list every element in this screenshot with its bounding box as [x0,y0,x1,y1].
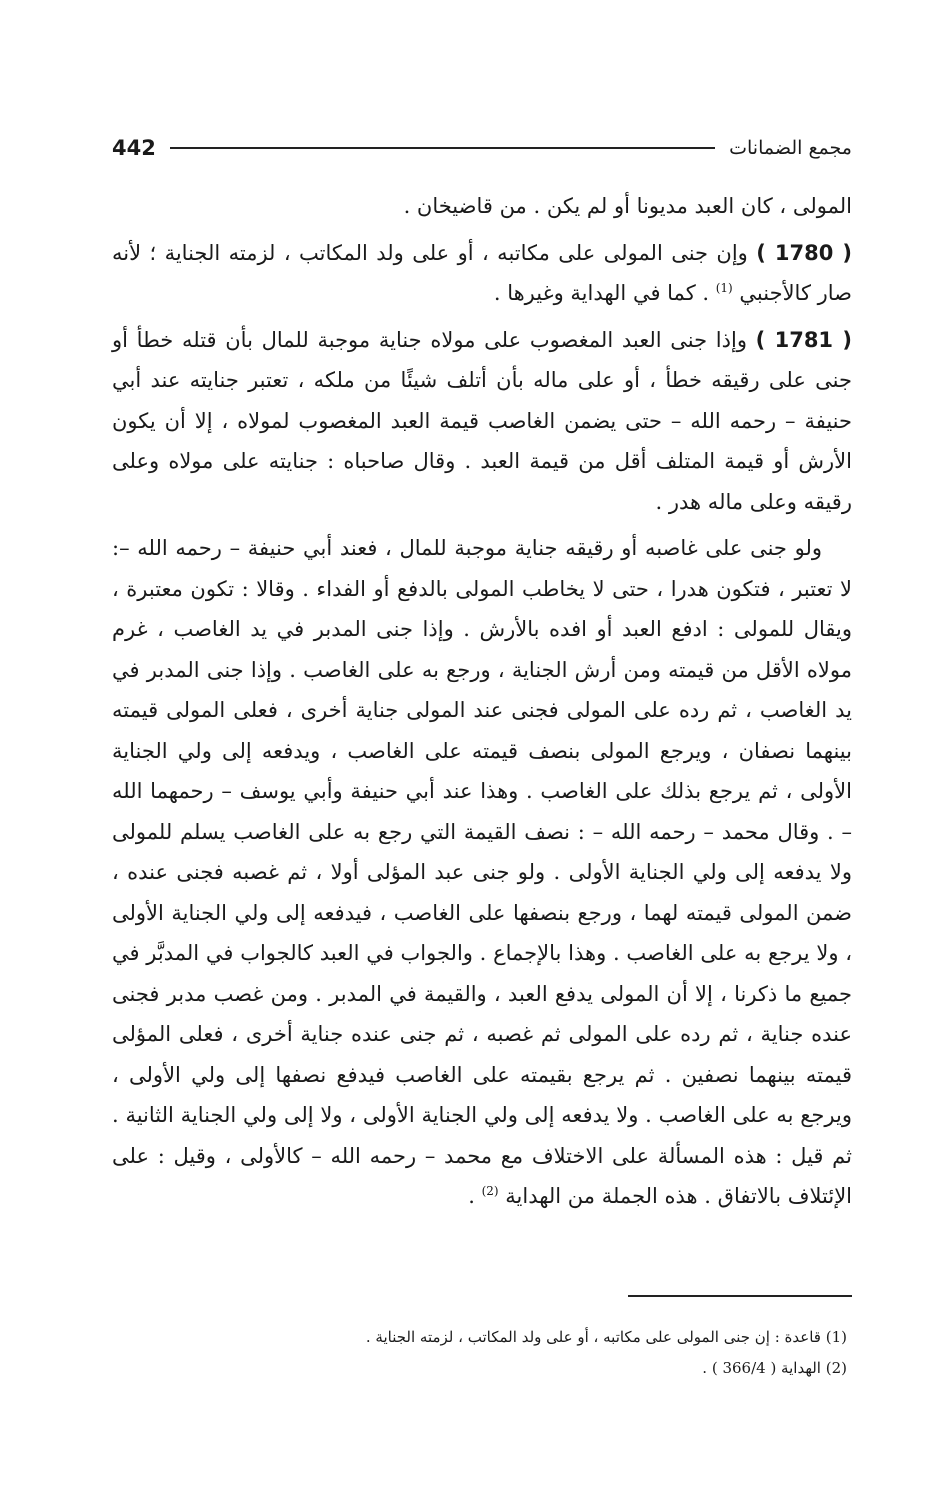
paragraph-text: المولى ، كان العبد مديونا أو لم يكن . من قاضيخان . [403,194,852,218]
page-header [112,128,852,168]
issue-number: ( 1780 ) [756,240,852,265]
running-title: مجمع الضمانات [729,137,852,159]
paragraph-text: . [468,1184,482,1208]
paragraph-text: ولو جنى على غاصبه أو رقيقه جناية موجبة للمال ، فعند أبي حنيفة – رحمه الله –: لا تعتبر ، فتكون هدرا ، حتى لا يخاطب المولى بالدفع أو الفداء . وقالا : تكون معتبرة ، ويقال للمولى : ادفع العبد أو افده بالأرش . وإذا جنى المدبر في يد الغاصب ، غرم مولاه الأقل من قيمته ومن أرش الجناية ، ورجع به على الغاصب . وإذا جنى المدبر في يد الغاصب ، ثم رده على المولى فجنى عند المولى جناية أخرى ، فعلى المولى قيمته بينهما نصفان ، ويرجع المولى بنصف قيمته على الغاصب ، ويدفعه إلى ولي الجناية الأولى ، ثم يرجع بذلك على الغاصب . وهذا عند أبي حنيفة وأبي يوسف – رحمهما الله – . وقال محمد – رحمه الله – : نصف القيمة التي رجع به على الغاصب يسلم للمولى ولا يدفعه إلى ولي الجناية الأولى . ولو جنى عبد المؤلى أولا ، ثم غصبه فجنى عنده ، ضمن المولى قيمته لهما ، ورجع بنصفها على الغاصب ، فيدفعه إلى ولي الجناية الأولى ، ولا يرجع به على الغاصب . وهذا بالإجماع . والجواب في العبد كالجواب في المدبَّر في جميع ما ذكرنا ، إلا أن المولى يدفع العبد ، والقيمة في المدبر . ومن غصب مدبر فجنى عنده جناية ، ثم رده على المولى ثم غصبه ، ثم جنى عنده جناية أخرى ، فعلى المؤلى قيمته بينهما نصفين . ثم يرجع بقيمته على الغاصب فيدفع نصفها إلى ولي الأولى ، ويرجع به على الغاصب . ولا يدفعه إلى ولي الجناية الأولى ، ولا إلى ولي الجناية الثانية . ثم قيل : هذه المسألة على الاختلاف مع محمد – رحمه الله – كالأولى ، وقيل : على الإئتلاف بالاتفاق . هذه الجملة من الهداية [112,536,852,1208]
footnote-separator [628,1295,852,1297]
paragraph-issue-1780 [112,233,852,314]
footnotes [112,1322,847,1384]
paragraph-text: وإذا جنى العبد المغصوب على مولاه جناية موجبة للمال بأن قتله خطأ أو جنى على رقيقه خطأ ، أو على ماله بأن أتلف شيئًا من ملكه ، تعتبر جنايته عند أبي حنيفة – رحمه الله – حتى يضمن الغاصب قيمة العبد المغصوب لمولاه ، إلا أن يكون الأرش أو قيمة المتلف أقل من قيمة العبد . وقال صاحباه : جنايته على مولاه وعلى رقيقه وعلى ماله هدر . [112,327,852,514]
paragraph-issue-1781 [112,320,852,523]
paragraph-continuation [112,186,852,227]
paragraph-text: وإن جنى المولى على مكاتبه ، أو على ولد المكاتب ، لزمته الجناية ؛ لأنه صار كالأجنبي [112,240,852,305]
footnote-2: (2) الهداية ( 366/4 ) . [702,1359,847,1377]
footnote-1: (1) قاعدة : إن جنى المولى على مكاتبه ، أو على ولد المكاتب ، لزمته الجناية . [365,1328,847,1346]
main-text [112,186,852,1223]
issue-number: ( 1781 ) [755,327,852,352]
paragraph-body [112,528,852,1217]
footnote-ref[interactable]: (1) [715,281,733,295]
paragraph-text: . كما في الهداية وغيرها . [493,281,716,305]
header-rule [170,147,715,149]
footnote-ref[interactable]: (2) [481,1184,499,1198]
page-number: 442 [112,136,156,160]
